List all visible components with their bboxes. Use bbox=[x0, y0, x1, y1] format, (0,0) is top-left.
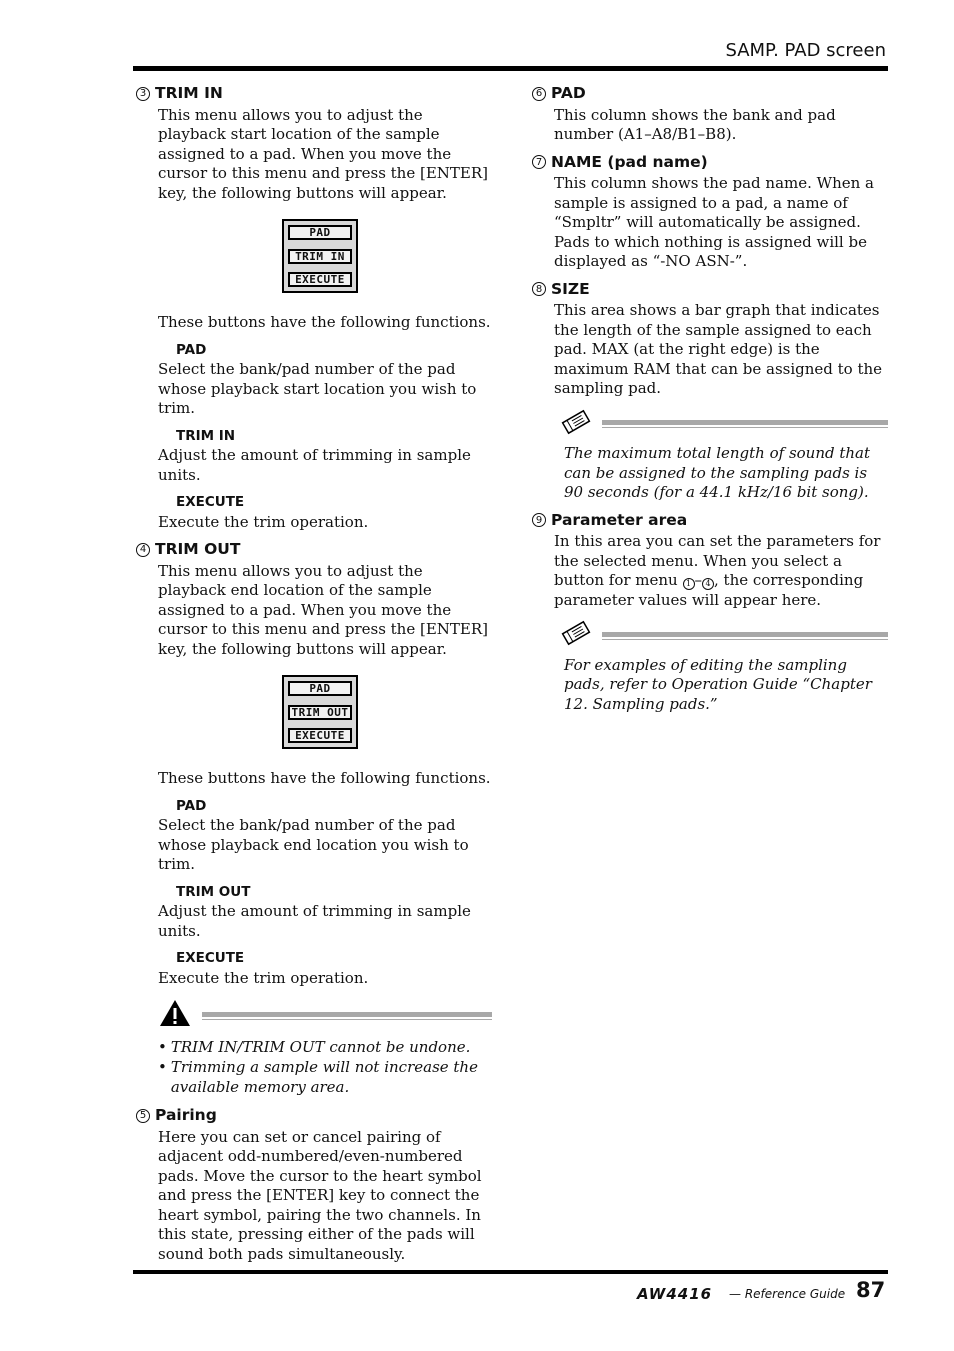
functions-intro: These buttons have the following functions. bbox=[158, 769, 491, 787]
section-title: Parameter area bbox=[551, 510, 688, 529]
warning-item: • TRIM IN/TRIM OUT cannot be undone. bbox=[158, 1037, 471, 1056]
warning-rule bbox=[202, 1012, 492, 1020]
functions-intro: These buttons have the following functions. bbox=[158, 313, 491, 331]
item-number: 7 bbox=[532, 155, 546, 169]
section-title: PAD bbox=[551, 84, 586, 102]
section-heading-pad bbox=[532, 84, 888, 104]
warning-icon bbox=[158, 998, 192, 1034]
trim-in-button-panel bbox=[282, 219, 358, 293]
warning-item: • Trimming a sample will not increase the available memory area. bbox=[158, 1058, 478, 1096]
function-description: Execute the trim operation. bbox=[158, 512, 369, 531]
execute-button[interactable]: EXECUTE bbox=[288, 272, 352, 287]
function-description: Select the bank/pad number of the pad whose playback start location you wish to trim. bbox=[158, 360, 477, 417]
function-description: Adjust the amount of trimming in sample units. bbox=[158, 446, 471, 484]
pairing-description: Here you can set or cancel pairing of adjacent odd-numbered/even-numbered pads. Move the cursor to the heart symbol and press the [ENTER] key to connect the heart symbol, pairing the two channels. In this state, pressing either of the pads will sound both pads simultaneously. bbox=[158, 1127, 482, 1263]
function-label: EXECUTE bbox=[176, 494, 245, 510]
page-number: 87 bbox=[856, 1278, 886, 1302]
section-heading-trim-out bbox=[136, 540, 492, 560]
item-number: 4 bbox=[136, 543, 150, 557]
top-rule bbox=[133, 66, 888, 71]
section-title: SIZE bbox=[551, 279, 590, 298]
section-title: TRIM IN bbox=[155, 84, 223, 102]
section-title: Pairing bbox=[155, 1106, 217, 1124]
warning-header bbox=[136, 998, 492, 1034]
function-label: TRIM OUT bbox=[176, 883, 251, 900]
item-ref: 1 bbox=[683, 578, 695, 590]
item-number: 9 bbox=[532, 513, 546, 527]
guide-name: — Reference Guide bbox=[729, 1287, 846, 1301]
trim-in-button[interactable]: TRIM IN bbox=[288, 249, 352, 264]
section-heading-name bbox=[532, 153, 888, 173]
function-label: PAD bbox=[176, 797, 207, 814]
size-description: This area shows a bar graph that indicates the length of the sample assigned to each pad. MAX (at the right edge) is the maximum RAM that can be assigned to the sampling pad. bbox=[554, 301, 883, 397]
name-description: This column shows the pad name. When a sample is assigned to a pad, a name of “Smpltr” will automatically be assigned. Pads to which nothing is assigned will be displayed as “-NO ASN-”. bbox=[554, 174, 874, 270]
trim-out-description: This menu allows you to adjust the playback end location of the sample assigned to a pad. When you move the cursor to this menu and press the [ENTER] key, the following buttons will appear. bbox=[158, 561, 489, 658]
execute-button[interactable]: EXECUTE bbox=[288, 728, 352, 743]
trim-in-description: This menu allows you to adjust the playback start location of the sample assigned to a pad. When you move the cursor to this menu and press the [ENTER] key, the following buttons will appear. bbox=[158, 105, 489, 202]
item-number: 8 bbox=[532, 282, 546, 296]
right-column bbox=[532, 84, 888, 714]
function-description: Execute the trim operation. bbox=[158, 968, 369, 987]
tip-rule bbox=[602, 632, 888, 640]
tip-header bbox=[532, 409, 888, 441]
section-title: NAME (pad name) bbox=[551, 152, 708, 171]
section-heading-pairing bbox=[136, 1106, 492, 1126]
section-heading-size bbox=[532, 280, 888, 300]
bottom-rule bbox=[133, 1270, 888, 1274]
page-header-title: SAMP. PAD screen bbox=[725, 40, 886, 61]
tip-icon bbox=[560, 409, 592, 441]
pad-button[interactable]: PAD bbox=[288, 681, 352, 696]
section-heading-parameter-area bbox=[532, 511, 888, 531]
tip-header bbox=[532, 620, 888, 652]
function-label: TRIM IN bbox=[176, 427, 236, 444]
item-number: 3 bbox=[136, 87, 150, 101]
product-logo: AW4416 bbox=[637, 1285, 713, 1303]
function-label: EXECUTE bbox=[176, 950, 245, 966]
item-number: 6 bbox=[532, 87, 546, 101]
trim-out-button[interactable]: TRIM OUT bbox=[288, 705, 352, 720]
tip-icon bbox=[560, 620, 592, 652]
warning-list bbox=[136, 1038, 492, 1098]
pad-description: This column shows the bank and pad number (A1–A8/B1–B8). bbox=[554, 105, 836, 143]
section-title: TRIM OUT bbox=[155, 540, 241, 558]
pad-button[interactable]: PAD bbox=[288, 225, 352, 240]
item-ref: 4 bbox=[702, 578, 714, 590]
function-label: PAD bbox=[176, 341, 207, 358]
section-heading-trim-in bbox=[136, 84, 492, 104]
parameter-area-description: In this area you can set the parameters for the selected menu. When you select a button for menu 1 – 4 , the corresponding parameter values will appear here. bbox=[554, 532, 881, 609]
function-description: Select the bank/pad number of the pad whose playback end location you wish to trim. bbox=[158, 816, 469, 873]
tip-text: The maximum total length of sound that can be assigned to the sampling pads is 90 seconds (for a 44.1 kHz/16 bit song). bbox=[564, 444, 871, 501]
tip-rule bbox=[602, 420, 888, 428]
tip-text: For examples of editing the sampling pads, refer to Operation Guide “Chapter 12. Sampling pads.” bbox=[564, 655, 872, 713]
trim-out-button-panel bbox=[282, 675, 358, 749]
item-number: 5 bbox=[136, 1109, 150, 1123]
left-column bbox=[136, 84, 492, 1264]
function-description: Adjust the amount of trimming in sample units. bbox=[158, 902, 471, 940]
